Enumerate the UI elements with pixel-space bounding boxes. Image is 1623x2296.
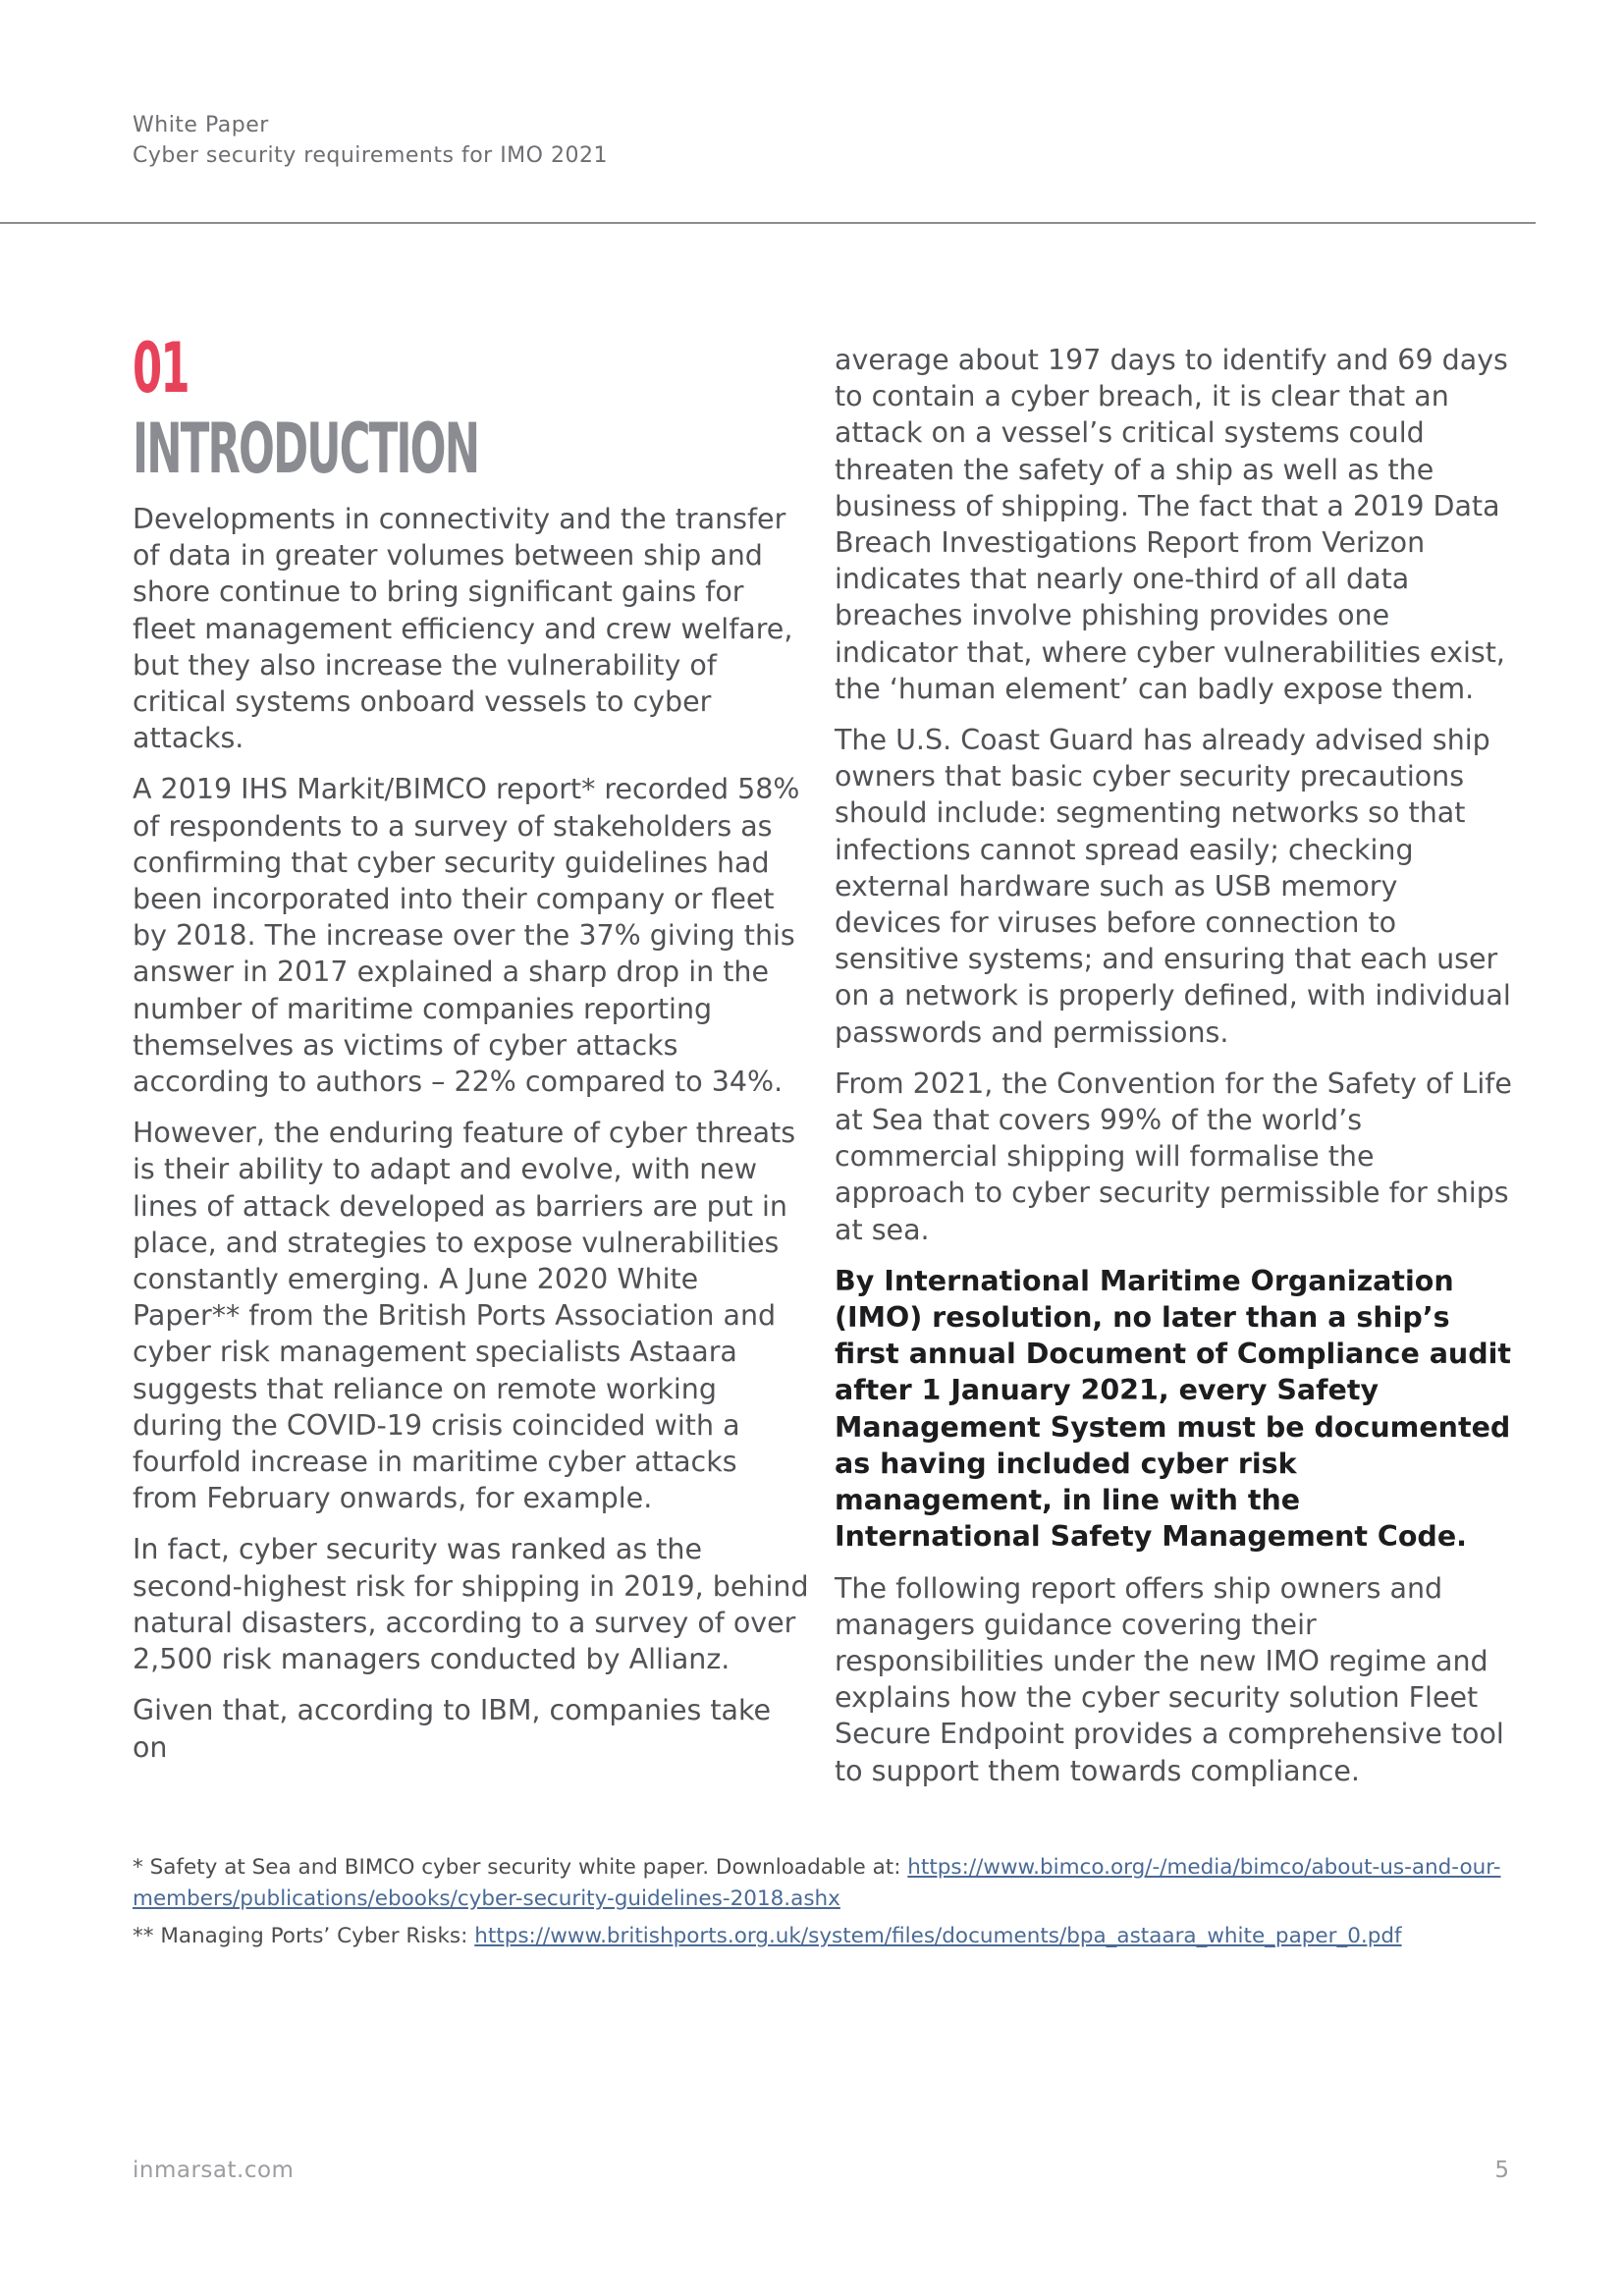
footnote-2-text: ** Managing Ports’ Cyber Risks: [133,1924,475,1948]
footnote-1-link[interactable]: https://www.bimco.org/-/media/bimco/about-us-and-our-members/publications/ebooks/cyber-security-guidelines-2018.ashx [133,1855,1501,1911]
header-doc-type: White Paper [133,113,269,137]
right-column [835,342,1512,1804]
body-paragraph: However, the enduring feature of cyber threats is their ability to adapt and evolve, with new lines of attack developed as barriers are put in place, and strategies to expose vulnerabilities constantly emerging. A June 2020 White Paper** from the British Ports Association and cyber risk management specialists Astaara suggests that reliance on remote working during the COVID-19 crisis coincided with a fourfold increase in maritime cyber attacks from February onwards, for example. [133,1117,796,1515]
section-number: 01 [133,328,189,409]
left-column [133,329,810,1780]
highlight-paragraph: By International Maritime Organization (IMO) resolution, no later than a ship’s first annual Document of Compliance audit after 1 January 2021, every Safety Management System must be documented as having included cyber risk management, in line with the International Safety Management Code. [835,1264,1512,1554]
body-paragraph: average about 197 days to identify and 69 days to contain a cyber breach, it is clear that an attack on a vessel’s critical systems could threaten the safety of a ship as well as the business of shipping. The fact that a 2019 Data Breach Investigations Report from Verizon indicates that nearly one-third of all data breaches involve phishing provides one indicator that, where cyber vulnerabilities exist, the ‘human element’ can badly expose them. [835,344,1508,705]
header-divider [0,222,1536,224]
body-paragraph: The U.S. Coast Guard has already advised ship owners that basic cyber security precautions should include: segmenting networks so that infections cannot spread easily; checking external hardware such as USB memory devices for viruses before connection to sensitive systems; and ensuring that each user on a network is properly defined, with individual passwords and permissions. [835,724,1511,1049]
section-title: INTRODUCTION [133,409,479,489]
body-paragraph: In fact, cyber security was ranked as the second-highest risk for shipping in 2019, behind natural disasters, according to a survey of over 2,500 risk managers conducted by Allianz. [133,1533,809,1676]
body-paragraph: A 2019 IHS Markit/BIMCO report* recorded 58% of respondents to a survey of stakeholders as confirming that cyber security guidelines had been incorporated into their company or fleet by 2018. The increase over the 37% giving this answer in 2017 explained a sharp drop in the number of maritime companies reporting themselves as victims of cyber attacks according to authors – 22% compared to 34%. [133,773,800,1099]
body-paragraph: The following report offers ship owners and managers guidance covering their responsibilities under the new IMO regime and explains how the cyber security solution Fleet Secure Endpoint provides a comprehensive tool to support them towards compliance. [835,1571,1504,1787]
page-number: 5 [1494,2158,1509,2183]
footnote-2-link[interactable]: https://www.britishports.org.uk/system/files/documents/bpa_astaara_white_paper_0.pdf [474,1924,1402,1948]
footnote-2 [133,1921,1507,1952]
body-paragraph: From 2021, the Convention for the Safety of Life at Sea that covers 99% of the world’s commercial shipping will formalise the approach to cyber security permissible for ships at sea. [835,1066,1512,1246]
body-paragraph: Given that, according to IBM, companies take on [133,1694,772,1764]
page-header [133,110,608,171]
body-paragraph: Developments in connectivity and the transfer of data in greater volumes between ship and shore continue to bring significant gains for fleet management efficiency and crew welfare, but they also increase the vulnerability of critical systems onboard vessels to cyber attacks. [133,503,793,755]
footnote-1-text: * Safety at Sea and BIMCO cyber security white paper. Downloadable at: [133,1855,908,1880]
footnotes [133,1852,1507,1958]
footer-site: inmarsat.com [133,2158,295,2183]
footnote-1 [133,1852,1507,1915]
header-doc-title: Cyber security requirements for IMO 2021 [133,143,608,168]
